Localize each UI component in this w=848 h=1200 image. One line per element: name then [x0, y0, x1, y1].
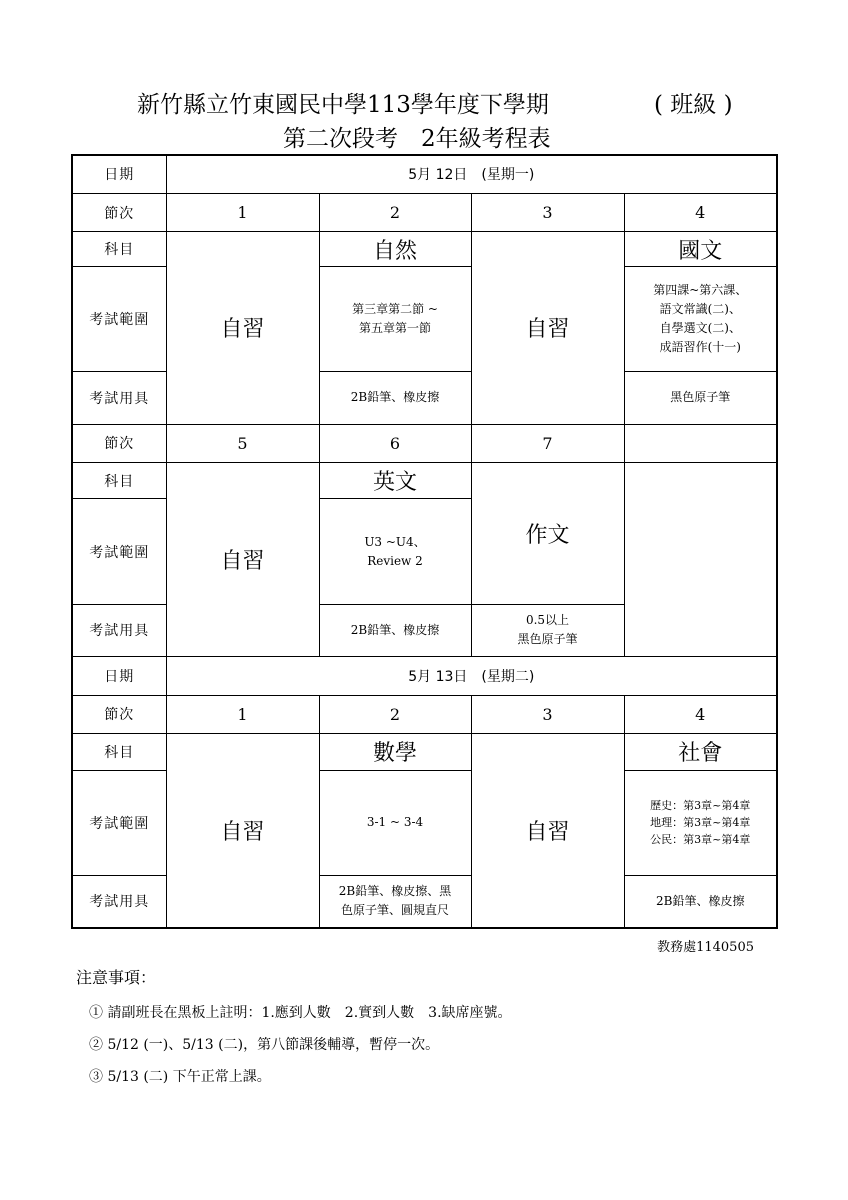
subject-label: 科目	[72, 232, 166, 266]
period-label: 節次	[72, 424, 166, 462]
period-number: 5	[166, 424, 319, 462]
subject-chinese: 國文	[624, 232, 777, 266]
composition-tools: 0.5以上 黑色原子筆	[471, 604, 624, 657]
class-label: ( 班級 )	[654, 92, 733, 118]
empty-period-cell	[624, 424, 777, 462]
social-scope: 歷史：第3章~第4章 地理：第3章~第4章 公民：第3章~第4章	[624, 770, 777, 875]
day2-date: 5月 13日 (星期二)	[166, 657, 777, 695]
period-label: 節次	[72, 695, 166, 733]
period-number: 1	[166, 695, 319, 733]
period-number: 7	[471, 424, 624, 462]
day2-subject-row	[72, 734, 777, 770]
notes-title: 注意事項：	[76, 968, 157, 987]
page-title	[0, 86, 848, 116]
exam-subtitle: 第二次段考 2年級考程表	[283, 126, 551, 152]
self-study-cell: 自習	[166, 463, 319, 657]
day1-period-row	[72, 193, 777, 231]
science-tools: 2B鉛筆、橡皮擦	[319, 371, 471, 424]
subject-composition: 作文	[471, 463, 624, 605]
self-study-cell: 自習	[471, 734, 624, 928]
math-tools: 2B鉛筆、橡皮擦、黑 色原子筆、圓規直尺	[319, 875, 471, 928]
self-study-cell: 自習	[166, 232, 319, 424]
day2-period-row	[72, 695, 777, 733]
empty-cell	[624, 463, 777, 657]
subject-social: 社會	[624, 734, 777, 770]
note-item: ② 5/12 (一)、5/13 (二)，第八節課後輔導，暫停一次。	[89, 1037, 440, 1053]
office-stamp: 教務處1140505	[657, 940, 754, 955]
day1-date: 5月 12日 (星期一)	[166, 155, 777, 193]
subject-english: 英文	[319, 463, 471, 499]
tools-label: 考試用具	[72, 875, 166, 928]
period-number: 6	[319, 424, 471, 462]
scope-label: 考試範圍	[72, 499, 166, 604]
science-scope: 第三章第二節 ~ 第五章第一節	[319, 266, 471, 371]
day2-date-row	[72, 657, 777, 695]
exam-schedule-table	[71, 154, 778, 929]
social-tools: 2B鉛筆、橡皮擦	[624, 875, 777, 928]
date-label: 日期	[72, 657, 166, 695]
school-title: 新竹縣立竹東國民中學113學年度下學期	[137, 92, 549, 118]
chinese-tools: 黑色原子筆	[624, 371, 777, 424]
period-number: 3	[471, 695, 624, 733]
subject-label: 科目	[72, 463, 166, 499]
period-label: 節次	[72, 193, 166, 231]
tools-label: 考試用具	[72, 371, 166, 424]
period-number: 4	[624, 695, 777, 733]
date-label: 日期	[72, 155, 166, 193]
math-scope: 3-1 ~ 3-4	[319, 770, 471, 875]
period-number: 2	[319, 193, 471, 231]
tools-label: 考試用具	[72, 604, 166, 657]
chinese-scope: 第四課~第六課、 語文常識(二)、 自學選文(二)、 成語習作(十一)	[624, 266, 777, 371]
notes-section	[76, 965, 512, 1098]
day1-subject-row	[72, 232, 777, 266]
english-tools: 2B鉛筆、橡皮擦	[319, 604, 471, 657]
note-item: ③ 5/13 (二) 下午正常上課。	[89, 1069, 271, 1085]
english-scope: U3 ~U4、 Review 2	[319, 499, 471, 604]
scope-label: 考試範圍	[72, 770, 166, 875]
self-study-cell: 自習	[471, 232, 624, 424]
note-item: ① 請副班長在黑板上註明：1.應到人數 2.實到人數 3.缺席座號。	[89, 1005, 512, 1021]
self-study-cell: 自習	[166, 734, 319, 928]
period-number: 3	[471, 193, 624, 231]
day1-pm-subject-row	[72, 463, 777, 499]
period-number: 1	[166, 193, 319, 231]
scope-label: 考試範圍	[72, 266, 166, 371]
period-number: 4	[624, 193, 777, 231]
period-number: 2	[319, 695, 471, 733]
subject-science: 自然	[319, 232, 471, 266]
day1-date-row	[72, 155, 777, 193]
subject-math: 數學	[319, 734, 471, 770]
subject-label: 科目	[72, 734, 166, 770]
day1-pm-period-row	[72, 424, 777, 462]
